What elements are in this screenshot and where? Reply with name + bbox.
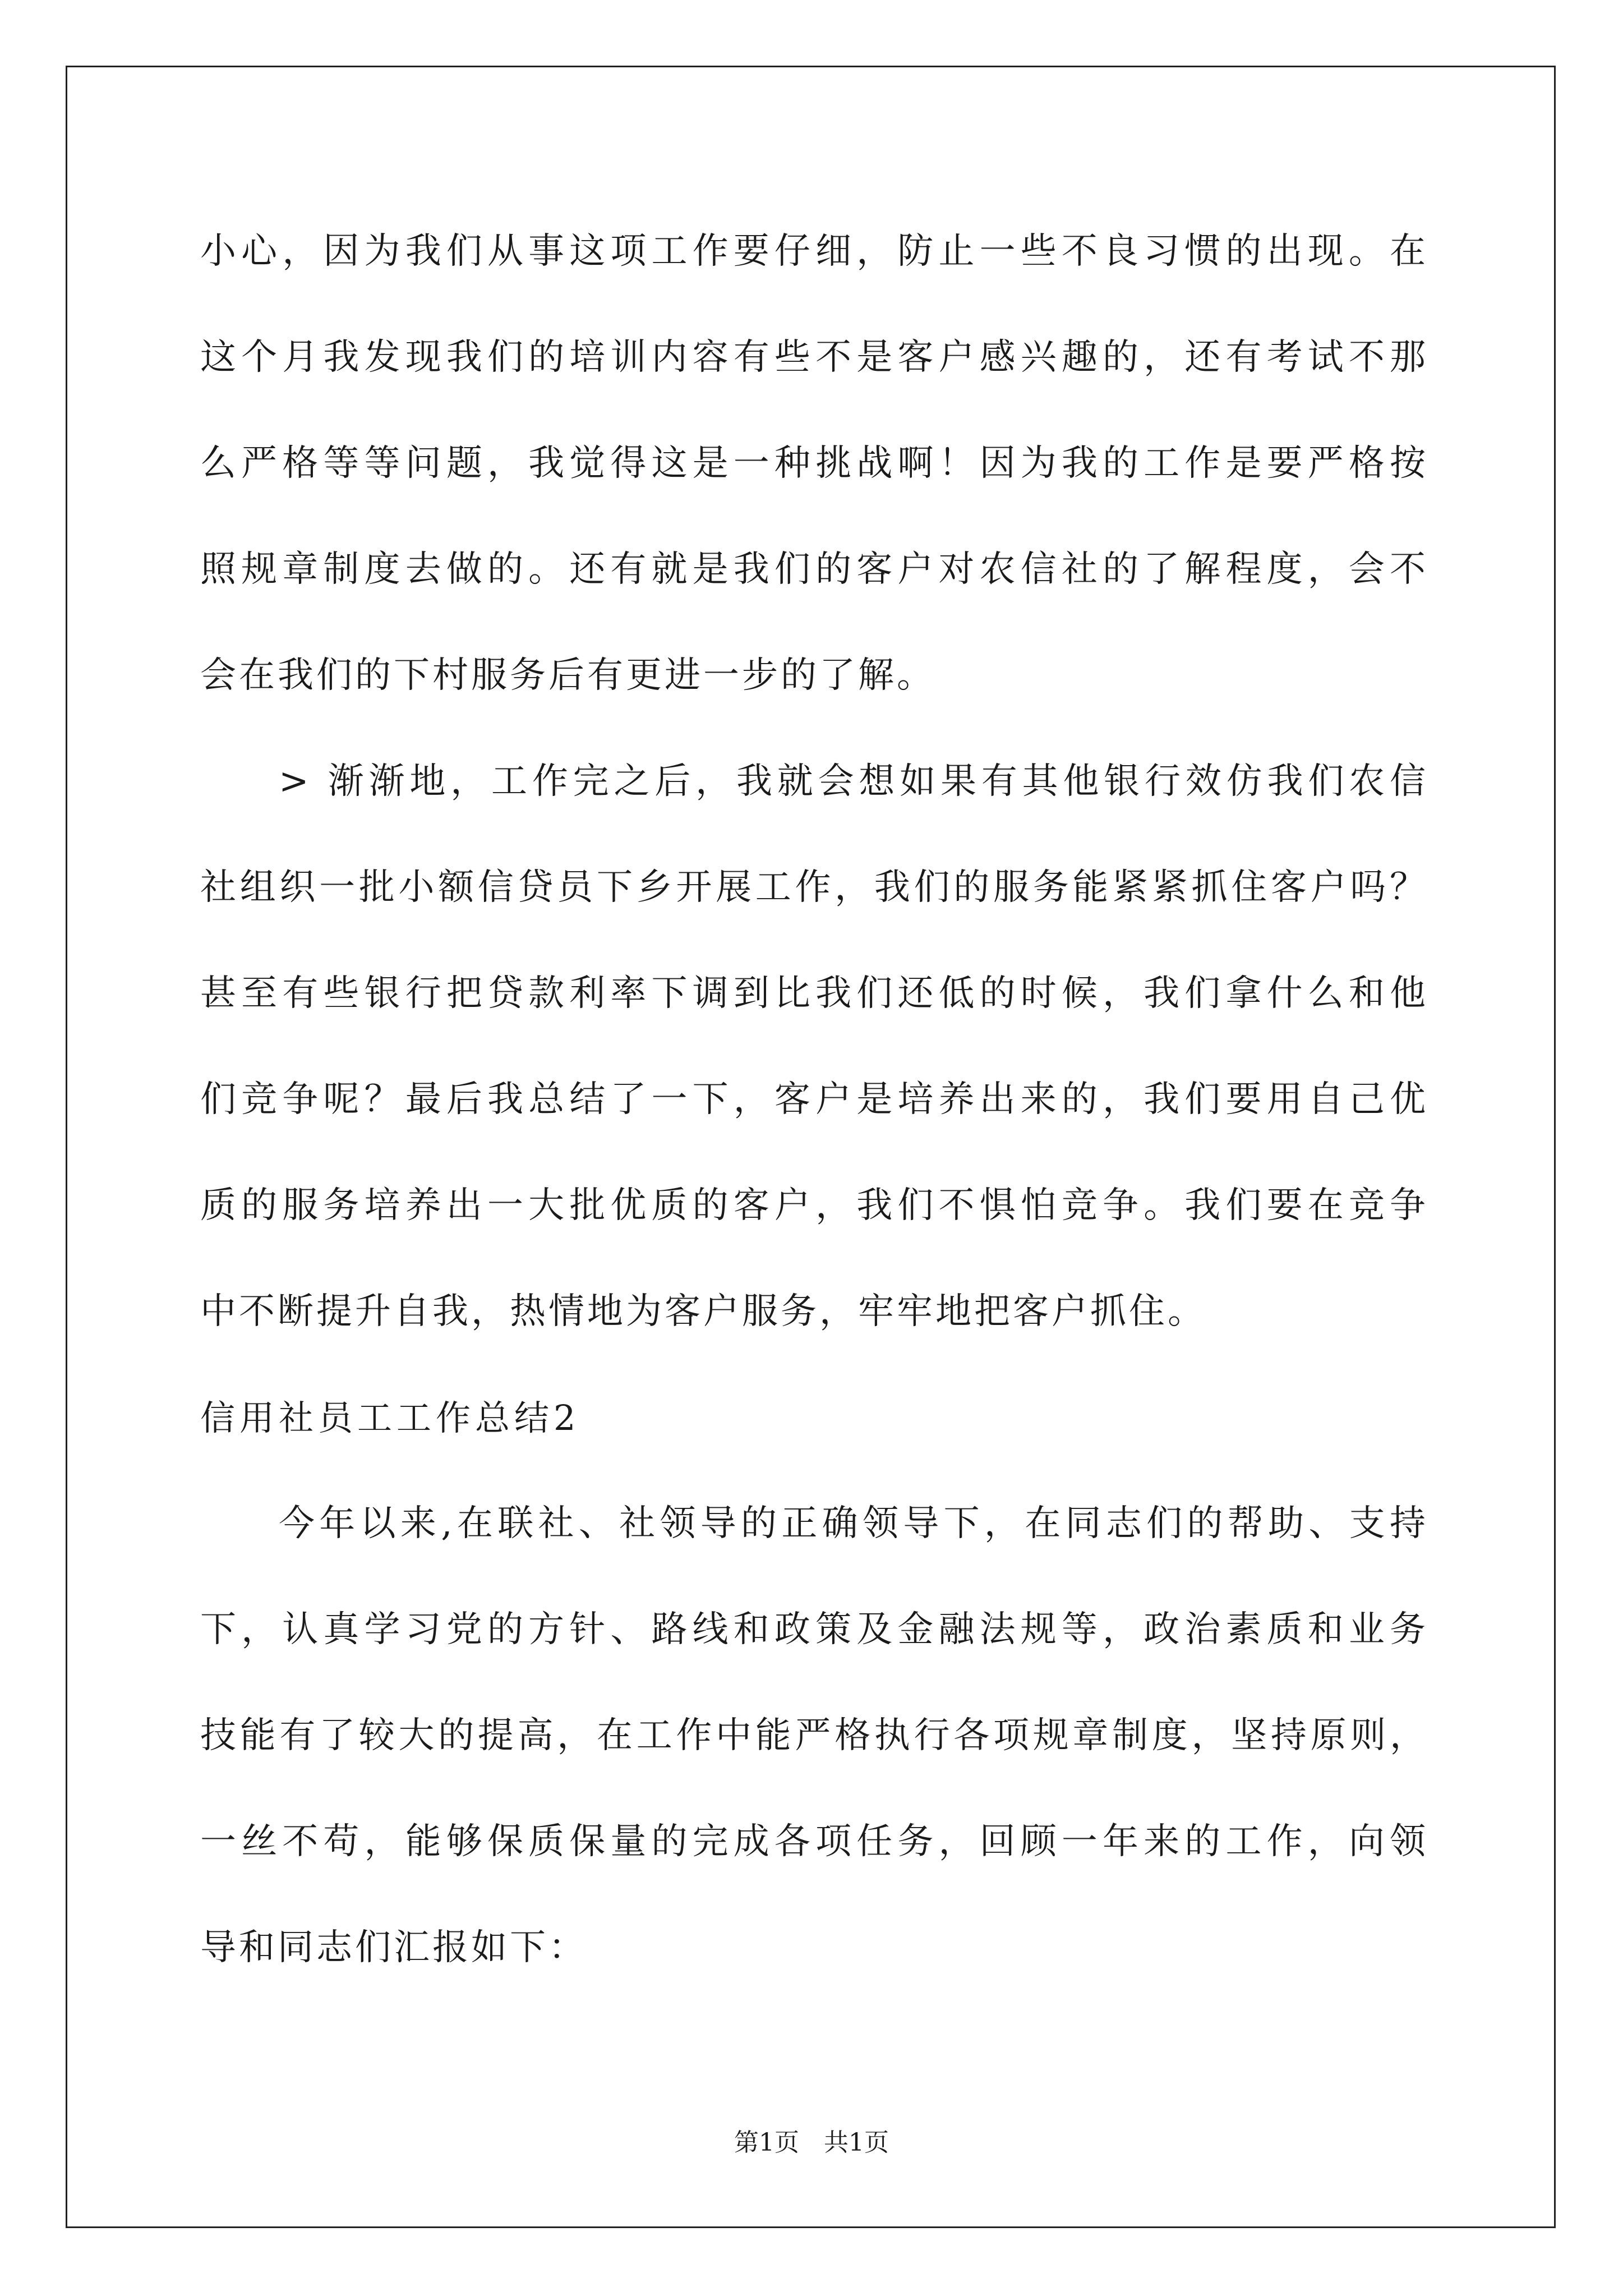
paragraph-3 xyxy=(200,1471,1428,2001)
text-line: 们竞争呢？最后我总结了一下，客户是培养出来的，我们要用自己优 xyxy=(200,1079,1428,1120)
text-line: 技能有了较大的提高，在工作中能严格执行各项规章制度，坚持原则， xyxy=(200,1715,1428,1756)
text-line: 社组织一批小额信贷员下乡开展工作，我们的服务能紧紧抓住客户吗？ xyxy=(200,867,1428,908)
text-line: 中不断提升自我，热情地为客户服务，牢牢地把客户抓住。 xyxy=(200,1291,1206,1332)
text-line: 么严格等等问题，我觉得这是一种挑战啊！因为我的工作是要严格按 xyxy=(200,443,1428,484)
text-line: 下，认真学习党的方针、路线和政策及金融法规等，政治素质和业务 xyxy=(200,1609,1428,1650)
text-line: 照规章制度去做的。还有就是我们的客户对农信社的了解程度，会不 xyxy=(200,549,1428,590)
section-heading: 信用社员工工作总结2 xyxy=(200,1397,580,1438)
text-line: 一丝不苟，能够保质保量的完成各项任务，回顾一年来的工作，向领 xyxy=(200,1821,1428,1862)
text-line: 小心，因为我们从事这项工作要仔细，防止一些不良习惯的出现。在 xyxy=(200,231,1428,272)
page-footer xyxy=(0,2126,1623,2160)
paragraph-1 xyxy=(200,199,1428,729)
text-line: 导和同志们汇报如下： xyxy=(200,1927,587,1968)
text-line: 这个月我发现我们的培训内容有些不是客户感兴趣的，还有考试不那 xyxy=(200,337,1428,378)
text-line: 今年以来,在联社、社领导的正确领导下，在同志们的帮助、支持 xyxy=(279,1503,1428,1544)
current-page-label: 第1页 xyxy=(734,2128,799,2157)
document-body xyxy=(200,199,1428,2001)
text-line: 会在我们的下村服务后有更进一步的了解。 xyxy=(200,655,935,696)
text-line: 质的服务培养出一大批优质的客户，我们不惧怕竞争。我们要在竞争 xyxy=(200,1185,1428,1226)
total-pages-label: 共1页 xyxy=(824,2128,889,2157)
paragraph-2 xyxy=(200,729,1428,1365)
text-line: 甚至有些银行把贷款利率下调到比我们还低的时候，我们拿什么和他 xyxy=(200,973,1428,1014)
text-line: > 渐渐地，工作完之后，我就会想如果有其他银行效仿我们农信 xyxy=(279,761,1428,802)
